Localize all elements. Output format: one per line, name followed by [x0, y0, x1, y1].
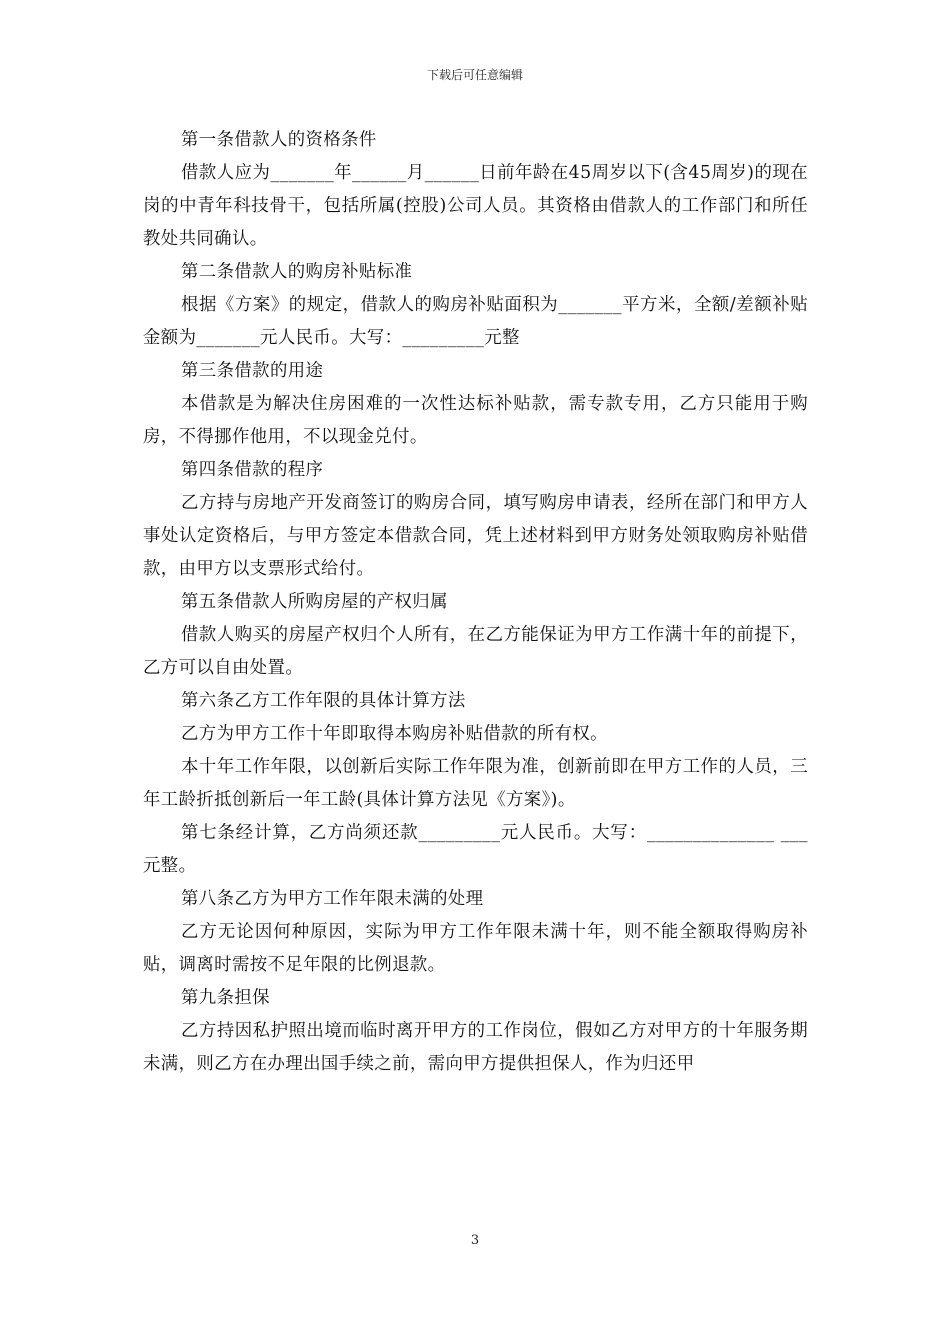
article-7-text: 第七条经计算，乙方尚须还款_________元人民币。大写：______________ ___元整。: [143, 823, 808, 876]
article-4-text: 乙方持与房地产开发商签订的购房合同，填写购房申请表，经所在部门和甲方人事处认定资格后，与甲方签定本借款合同，凭上述材料到甲方财务处领取购房补贴借款，由甲方以支票形式给付。: [143, 493, 808, 579]
article-1-text: 借款人应为_______年______月______日前年龄在45周岁以下(含45周岁)的现在岗的中青年科技骨干，包括所属(控股)公司人员。其资格由借款人的工作部门和所任教处共同确认。: [143, 163, 808, 249]
article-2-heading: 第二条借款人的购房补贴标准: [181, 262, 413, 282]
page-header: 下载后可任意编辑: [426, 68, 523, 82]
document-body: [143, 124, 808, 1081]
article-8-heading: 第八条乙方为甲方工作年限未满的处理: [181, 889, 484, 909]
article-1-heading: 第一条借款人的资格条件: [181, 130, 377, 150]
article-5-text: 借款人购买的房屋产权归个人所有，在乙方能保证为甲方工作满十年的前提下，乙方可以自由处置。: [143, 625, 808, 678]
article-6-text-1: 乙方为甲方工作十年即取得本购房补贴借款的所有权。: [181, 724, 608, 744]
article-9-heading: 第九条担保: [181, 988, 270, 1008]
article-4-heading: 第四条借款的程序: [181, 460, 324, 480]
article-3-text: 本借款是为解决住房困难的一次性达标补贴款，需专款专用，乙方只能用于购房，不得挪作他用，不以现金兑付。: [143, 394, 808, 447]
article-3-heading: 第三条借款的用途: [181, 361, 324, 381]
article-9-text: 乙方持因私护照出境而临时离开甲方的工作岗位，假如乙方对甲方的十年服务期未满，则乙方在办理出国手续之前，需向甲方提供担保人，作为归还甲: [143, 1021, 808, 1074]
page-number: 3: [470, 1233, 480, 1248]
article-6-heading: 第六条乙方工作年限的具体计算方法: [181, 691, 466, 711]
article-8-text: 乙方无论因何种原因，实际为甲方工作年限未满十年，则不能全额取得购房补贴，调离时需按不足年限的比例退款。: [143, 922, 808, 975]
article-5-heading: 第五条借款人所购房屋的产权归属: [181, 592, 448, 612]
article-6-text-2: 本十年工作年限，以创新后实际工作年限为准，创新前即在甲方工作的人员，三年工龄折抵创新后一年工龄(具体计算方法见《方案》)。: [143, 757, 808, 810]
article-2-text: 根据《方案》的规定，借款人的购房补贴面积为_______平方米，全额/差额补贴金额为_______元人民币。大写：_________元整: [143, 295, 808, 348]
